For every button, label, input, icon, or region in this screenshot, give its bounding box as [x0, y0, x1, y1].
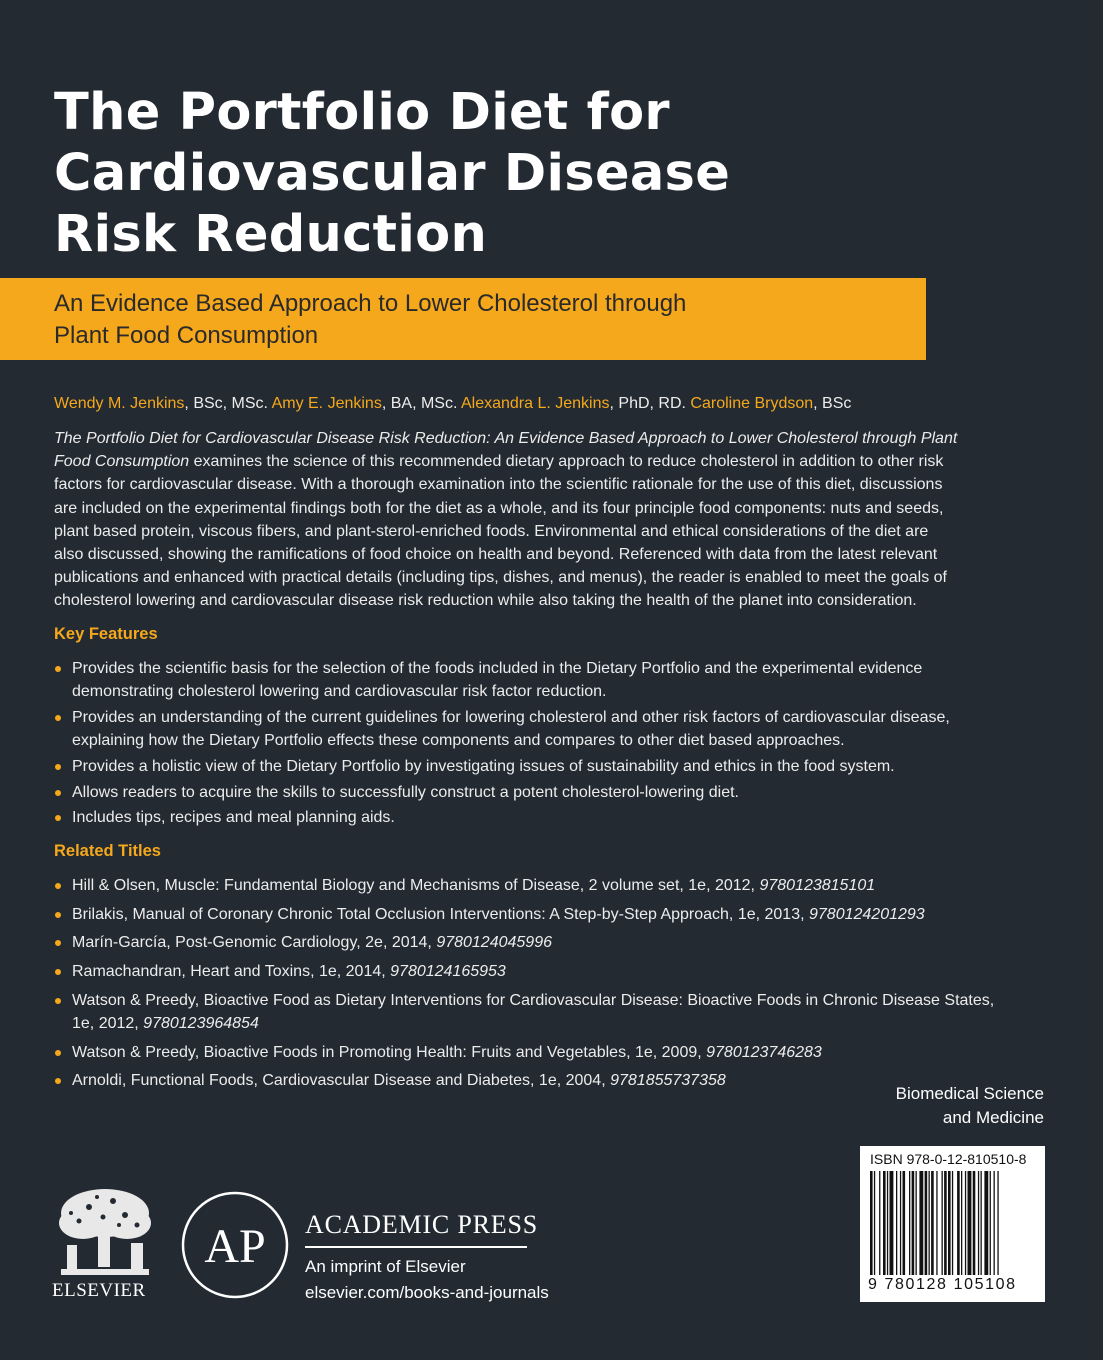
subject-category: Biomedical Science and Medicine — [895, 1084, 1044, 1127]
barcode-bar — [883, 1171, 886, 1275]
barcode-bar — [981, 1171, 982, 1275]
list-item: Ramachandran, Heart and Toxins, 1e, 2014, 9780124165953 — [54, 960, 994, 983]
related-author: Brilakis — [72, 905, 124, 923]
author-name: Alexandra L. Jenkins — [460, 395, 610, 412]
barcode-bar — [997, 1171, 998, 1275]
barcode-bar — [944, 1171, 947, 1275]
barcode-bar — [916, 1171, 917, 1275]
website-link: elsevier.com/books-and-journals — [305, 1283, 549, 1302]
isbn-label: ISBN 978-0-12-810510-8 — [870, 1151, 1027, 1167]
list-item: Brilakis, Manual of Coronary Chronic Total Occlusion Interventions: A Step-by-Step Approach, 1e, 2013, 9780124201293 — [54, 903, 994, 926]
description-line: also discussed, showing the ramifications of food choice on health and beyond. Referenced with data from the latest relevant — [54, 546, 938, 564]
barcode-bar — [961, 1171, 962, 1275]
author-name: Caroline Brydson — [690, 395, 814, 412]
description-italic: The Portfolio Diet for Cardiovascular Disease Risk Reduction: An Evidence Based Approach to Lower Cholesterol through Plant — [54, 430, 958, 447]
barcode-bar — [965, 1171, 966, 1275]
related-author: Hill & Olsen — [72, 877, 156, 894]
barcode-bar — [919, 1171, 923, 1275]
barcode-bar — [936, 1171, 937, 1275]
list-item: Watson & Preedy, Bioactive Food as Dietary Interventions for Cardiovascular Disease: Bioactive Foods in Chronic Disease States, 1e, 2012, 9780123964854 — [54, 989, 994, 1035]
barcode-bar — [984, 1171, 988, 1275]
description-line: plant based protein, viscous fibers, and plant-sterol-enriched foods. Environmental and ethical considerations of the diet are — [54, 522, 929, 540]
barcode-bar — [900, 1171, 901, 1275]
isbn-barcode — [860, 1146, 1045, 1302]
barcode-bar — [990, 1171, 991, 1275]
title-line: The Portfolio Diet for — [54, 83, 670, 142]
description-italic: Food Consumption — [54, 453, 190, 471]
related-titles-list — [54, 874, 994, 1098]
list-item: Watson & Preedy, Bioactive Foods in Promoting Health: Fruits and Vegetables, 1e, 2009, 9780123746283 — [54, 1041, 994, 1064]
related-author: Ramachandran — [72, 963, 182, 981]
barcode-bar — [870, 1171, 873, 1275]
subtitle-line: Plant Food Consumption — [54, 322, 319, 349]
related-author: Marín-García — [72, 934, 167, 952]
description-text: examines the science of this recommended dietary approach to reduce cholesterol in addition to other risk — [189, 453, 944, 471]
barcode-bar — [874, 1171, 875, 1275]
elsevier-tree-logo — [53, 1185, 157, 1280]
author-credentials: , PhD, RD. — [609, 395, 691, 412]
barcode-bar — [903, 1171, 906, 1275]
barcode-bar — [957, 1171, 960, 1275]
related-isbn: 9780124201293 — [809, 905, 925, 923]
subtitle-banner — [0, 278, 926, 360]
publisher-imprint — [305, 1254, 549, 1306]
list-item: Hill & Olsen, Muscle: Fundamental Biology and Mechanisms of Disease, 2 volume set, 1e, 2012, 9780123815101 — [54, 874, 994, 897]
list-item: Includes tips, recipes and meal planning aids. — [54, 806, 950, 829]
elsevier-wordmark: ELSEVIER — [52, 1280, 146, 1301]
publisher-divider — [305, 1246, 527, 1248]
list-item: Provides the scientific basis for the selection of the foods included in the Dietary Portfolio and the experimental evidence demonstrating cholesterol lowering and cardiovascular risk factor reduction. — [54, 657, 950, 703]
title-line: Risk Reduction — [54, 205, 488, 264]
barcode-bar — [912, 1171, 915, 1275]
author-list — [54, 395, 851, 413]
author-credentials: , BSc, MSc. — [184, 395, 272, 412]
barcode-bar — [952, 1171, 953, 1275]
related-isbn: 9780123815101 — [759, 877, 876, 894]
title-line: Cardiovascular Disease — [54, 144, 731, 203]
related-isbn: 9780123964854 — [143, 1015, 259, 1033]
list-item: Provides a holistic view of the Dietary Portfolio by investigating issues of sustainability and ethics in the food system. — [54, 755, 950, 778]
academic-press-logo — [180, 1190, 290, 1300]
barcode-bar — [929, 1171, 930, 1275]
svg-text:AP: AP — [204, 1220, 266, 1273]
barcode-bar — [890, 1171, 894, 1275]
barcode-bar — [978, 1171, 979, 1275]
list-item: Allows readers to acquire the skills to successfully construct a potent cholesterol-lowering diet. — [54, 781, 950, 804]
related-isbn: 9781855737358 — [610, 1072, 726, 1090]
key-features-heading: Key Features — [54, 625, 158, 643]
book-description — [54, 427, 958, 613]
related-isbn: 9780124045996 — [436, 934, 552, 952]
barcode-bar — [909, 1171, 910, 1275]
list-item: Arnoldi, Functional Foods, Cardiovascular Disease and Diabetes, 1e, 2004, 9781855737358 — [54, 1069, 994, 1092]
list-item: Provides an understanding of the current guidelines for lowering cholesterol and other risk factors of cardiovascular disease, explaining how the Dietary Portfolio effects these components and compares to other diet based approaches. — [54, 706, 950, 752]
related-author: Watson & Preedy — [72, 991, 195, 1009]
author-name: Amy E. Jenkins — [271, 395, 382, 412]
barcode-bars — [870, 1171, 1035, 1275]
author-name: Wendy M. Jenkins — [54, 395, 185, 412]
barcode-bar — [994, 1171, 995, 1275]
author-credentials: , BSc — [813, 395, 852, 412]
description-line: are included on the experimental findings both for the diet as a whole, and its four principle food components: nuts and seeds, — [54, 499, 944, 517]
barcode-bar — [896, 1171, 897, 1275]
barcode-bar — [948, 1171, 951, 1275]
description-line: cholesterol lowering and cardiovascular disease risk reduction while also taking the health of the planet into consideration. — [54, 592, 917, 610]
barcode-digits: 9 780128 105108 — [868, 1276, 1017, 1293]
list-item: Marín-García, Post-Genomic Cardiology, 2e, 2014, 9780124045996 — [54, 931, 994, 954]
description-line: publications and enhanced with practical details (including tips, dishes, and menus), the reader is enabled to meet the goals of — [54, 569, 947, 587]
barcode-bar — [973, 1171, 976, 1275]
book-title — [54, 82, 730, 265]
book-subtitle — [54, 288, 686, 352]
barcode-bar — [968, 1171, 972, 1275]
publisher-name: ACADEMIC PRESS — [305, 1210, 538, 1239]
subtitle-line: An Evidence Based Approach to Lower Cholesterol through — [54, 290, 687, 317]
barcode-bar — [925, 1171, 928, 1275]
related-isbn: 9780124165953 — [390, 963, 506, 981]
key-features-list — [54, 657, 950, 832]
barcode-bar — [879, 1171, 880, 1275]
related-author: Watson & Preedy — [72, 1043, 195, 1061]
barcode-bar — [942, 1171, 943, 1275]
related-author: Arnoldi — [72, 1072, 122, 1090]
description-line: factors for cardiovascular disease. With a thorough examination into the scientific rationale for the use of this diet, discussions — [54, 476, 943, 494]
author-credentials: , BA, MSc. — [381, 395, 461, 412]
related-isbn: 9780123746283 — [706, 1043, 822, 1061]
barcode-bar — [887, 1171, 888, 1275]
barcode-bar — [931, 1171, 934, 1275]
imprint-line: An imprint of Elsevier — [305, 1257, 466, 1276]
related-titles-heading: Related Titles — [54, 842, 161, 860]
